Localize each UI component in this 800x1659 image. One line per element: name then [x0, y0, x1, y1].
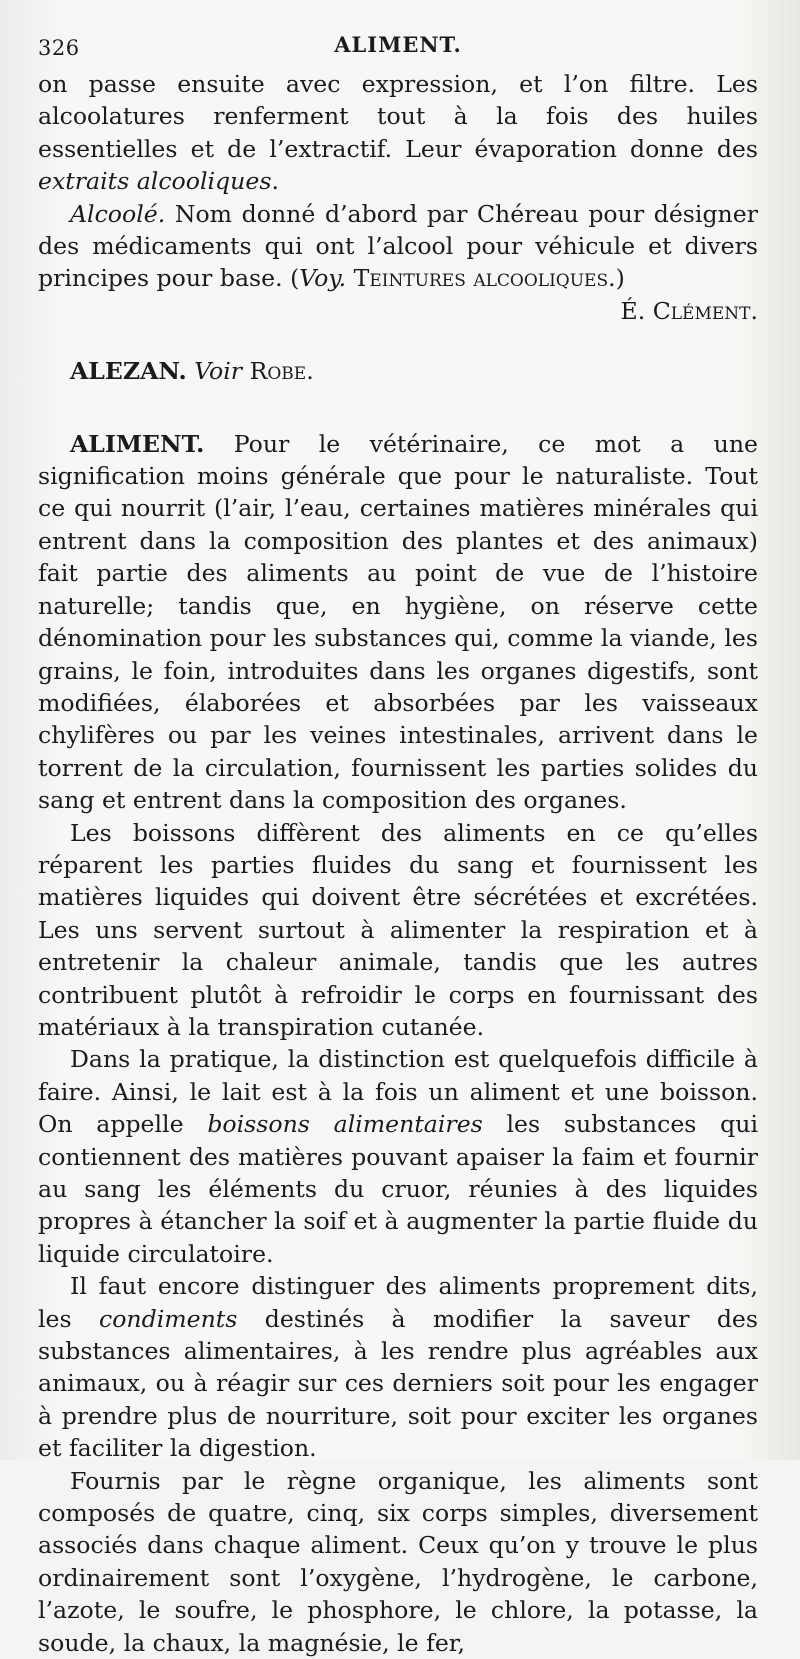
alcoole-close-paren: ) [615, 264, 625, 293]
body-text [38, 68, 758, 1659]
aliment-p3-text-b: les substances qui contiennent des matières pouvant apaiser la faim et fournir au sang les éléments du cruor, réunies à des liquides propres à étancher la soif et à augmenter la partie fluide du liquide circulatoire. [38, 1110, 758, 1268]
alcoolature-text: on passe ensuite avec expression, et l’on filtre. Les alcoolatures renferment tout à la fois des huiles essentielles et de l’extractif. Leur évaporation donne des [38, 70, 758, 163]
article-separator [38, 327, 758, 355]
aliment-p4-text-b: destinés à modifier la saveur des substances alimentaires, à les rendre plus agréables aux animaux, ou à réagir sur ces derniers soit pour les engager à prendre plus de nourriture, soit pour exciter les organes et faciliter la digestion. [38, 1304, 758, 1463]
alezan-cross-reference: Robe. [249, 357, 314, 386]
alezan-entry [38, 355, 758, 387]
alezan-headword: ALEZAN. [70, 357, 187, 386]
alezan-voir: Voir [194, 357, 243, 386]
aliment-p1-text: Pour le vétérinaire, ce mot a une signification moins générale que pour le naturaliste. Tout ce qui nourrit (l’air, l’eau, certaines matières minérales qui entrent dans la composition des plantes et des animaux) fait partie des aliments au point de vue de l’histoire naturelle; tandis que, en hygiène, on réserve cette dénomination pour les substances qui, comme la viande, les grains, le foin, introduites dans les organes digestifs, sont modifiées, élaborées et absorbées par les vaisseaux chylifères ou par les veines intestinales, arrivent dans le torrent de la circulation, fournissent les parties solides du sang et entrent dans la composition des organes. [38, 429, 758, 815]
alcoole-headword: Alcoolé. [70, 199, 166, 228]
running-title: ALIMENT. [334, 32, 462, 57]
aliment-headword: ALIMENT. [70, 429, 205, 458]
aliment-p4-italic-term: condiments [98, 1304, 238, 1333]
author-signature: É. Clément. [620, 296, 758, 325]
aliment-p4-text-a: Il faut encore distinguer des aliments proprement dits, les [38, 1272, 758, 1333]
running-head [38, 28, 758, 68]
page-number: 326 [38, 36, 80, 60]
article-separator [38, 388, 758, 428]
aliment-paragraph-1 [38, 428, 758, 817]
alcoolature-italic-term: extraits alcooliques [38, 167, 272, 196]
aliment-paragraph-3 [38, 1043, 758, 1270]
alcoolature-end: . [271, 167, 279, 196]
aliment-paragraph-2: Les boissons diffèrent des aliments en ce qu’elles réparent les parties fluides du sang et fournissent les matières liquides qui doivent être sécrétées et excrétées. Les uns servent surtout à alimenter la respiration et à entretenir la chaleur animale, tandis que les autres contribuent plutôt à refroidir le corps en fournissant des matériaux à la transpiration cutanée. [38, 818, 758, 1041]
alcoole-entry [38, 198, 758, 295]
aliment-paragraph-5: Fournis par le règne organique, les aliments sont composés de quatre, cinq, six corps simples, diversement associés dans chaque aliment. Ceux qu’on y trouve le plus ordinairement sont l’oxygène, l’hydrogène, le carbone, l’azote, le soufre, le phosphore, le chlore, la potasse, la soude, la chaux, la magnésie, le fer, [38, 1466, 758, 1657]
alcoole-text: Nom donné d’abord par Chéreau pour désigner des médicaments qui ont l’alcool pour véhicule et divers principes pour base. ( [38, 199, 758, 293]
alcoole-voy: Voy. [299, 264, 347, 293]
aliment-p3-italic-term: boissons alimentaires [207, 1110, 483, 1139]
aliment-paragraph-4 [38, 1270, 758, 1464]
aliment-p3-text-a: Dans la pratique, la distinction est quelquefois difficile à faire. Ainsi, le lait est à la fois un aliment et une boisson. On appelle [38, 1045, 758, 1139]
alcoole-cross-reference: Teintures alcooliques. [346, 264, 616, 293]
alcoolature-continuation [38, 68, 758, 198]
